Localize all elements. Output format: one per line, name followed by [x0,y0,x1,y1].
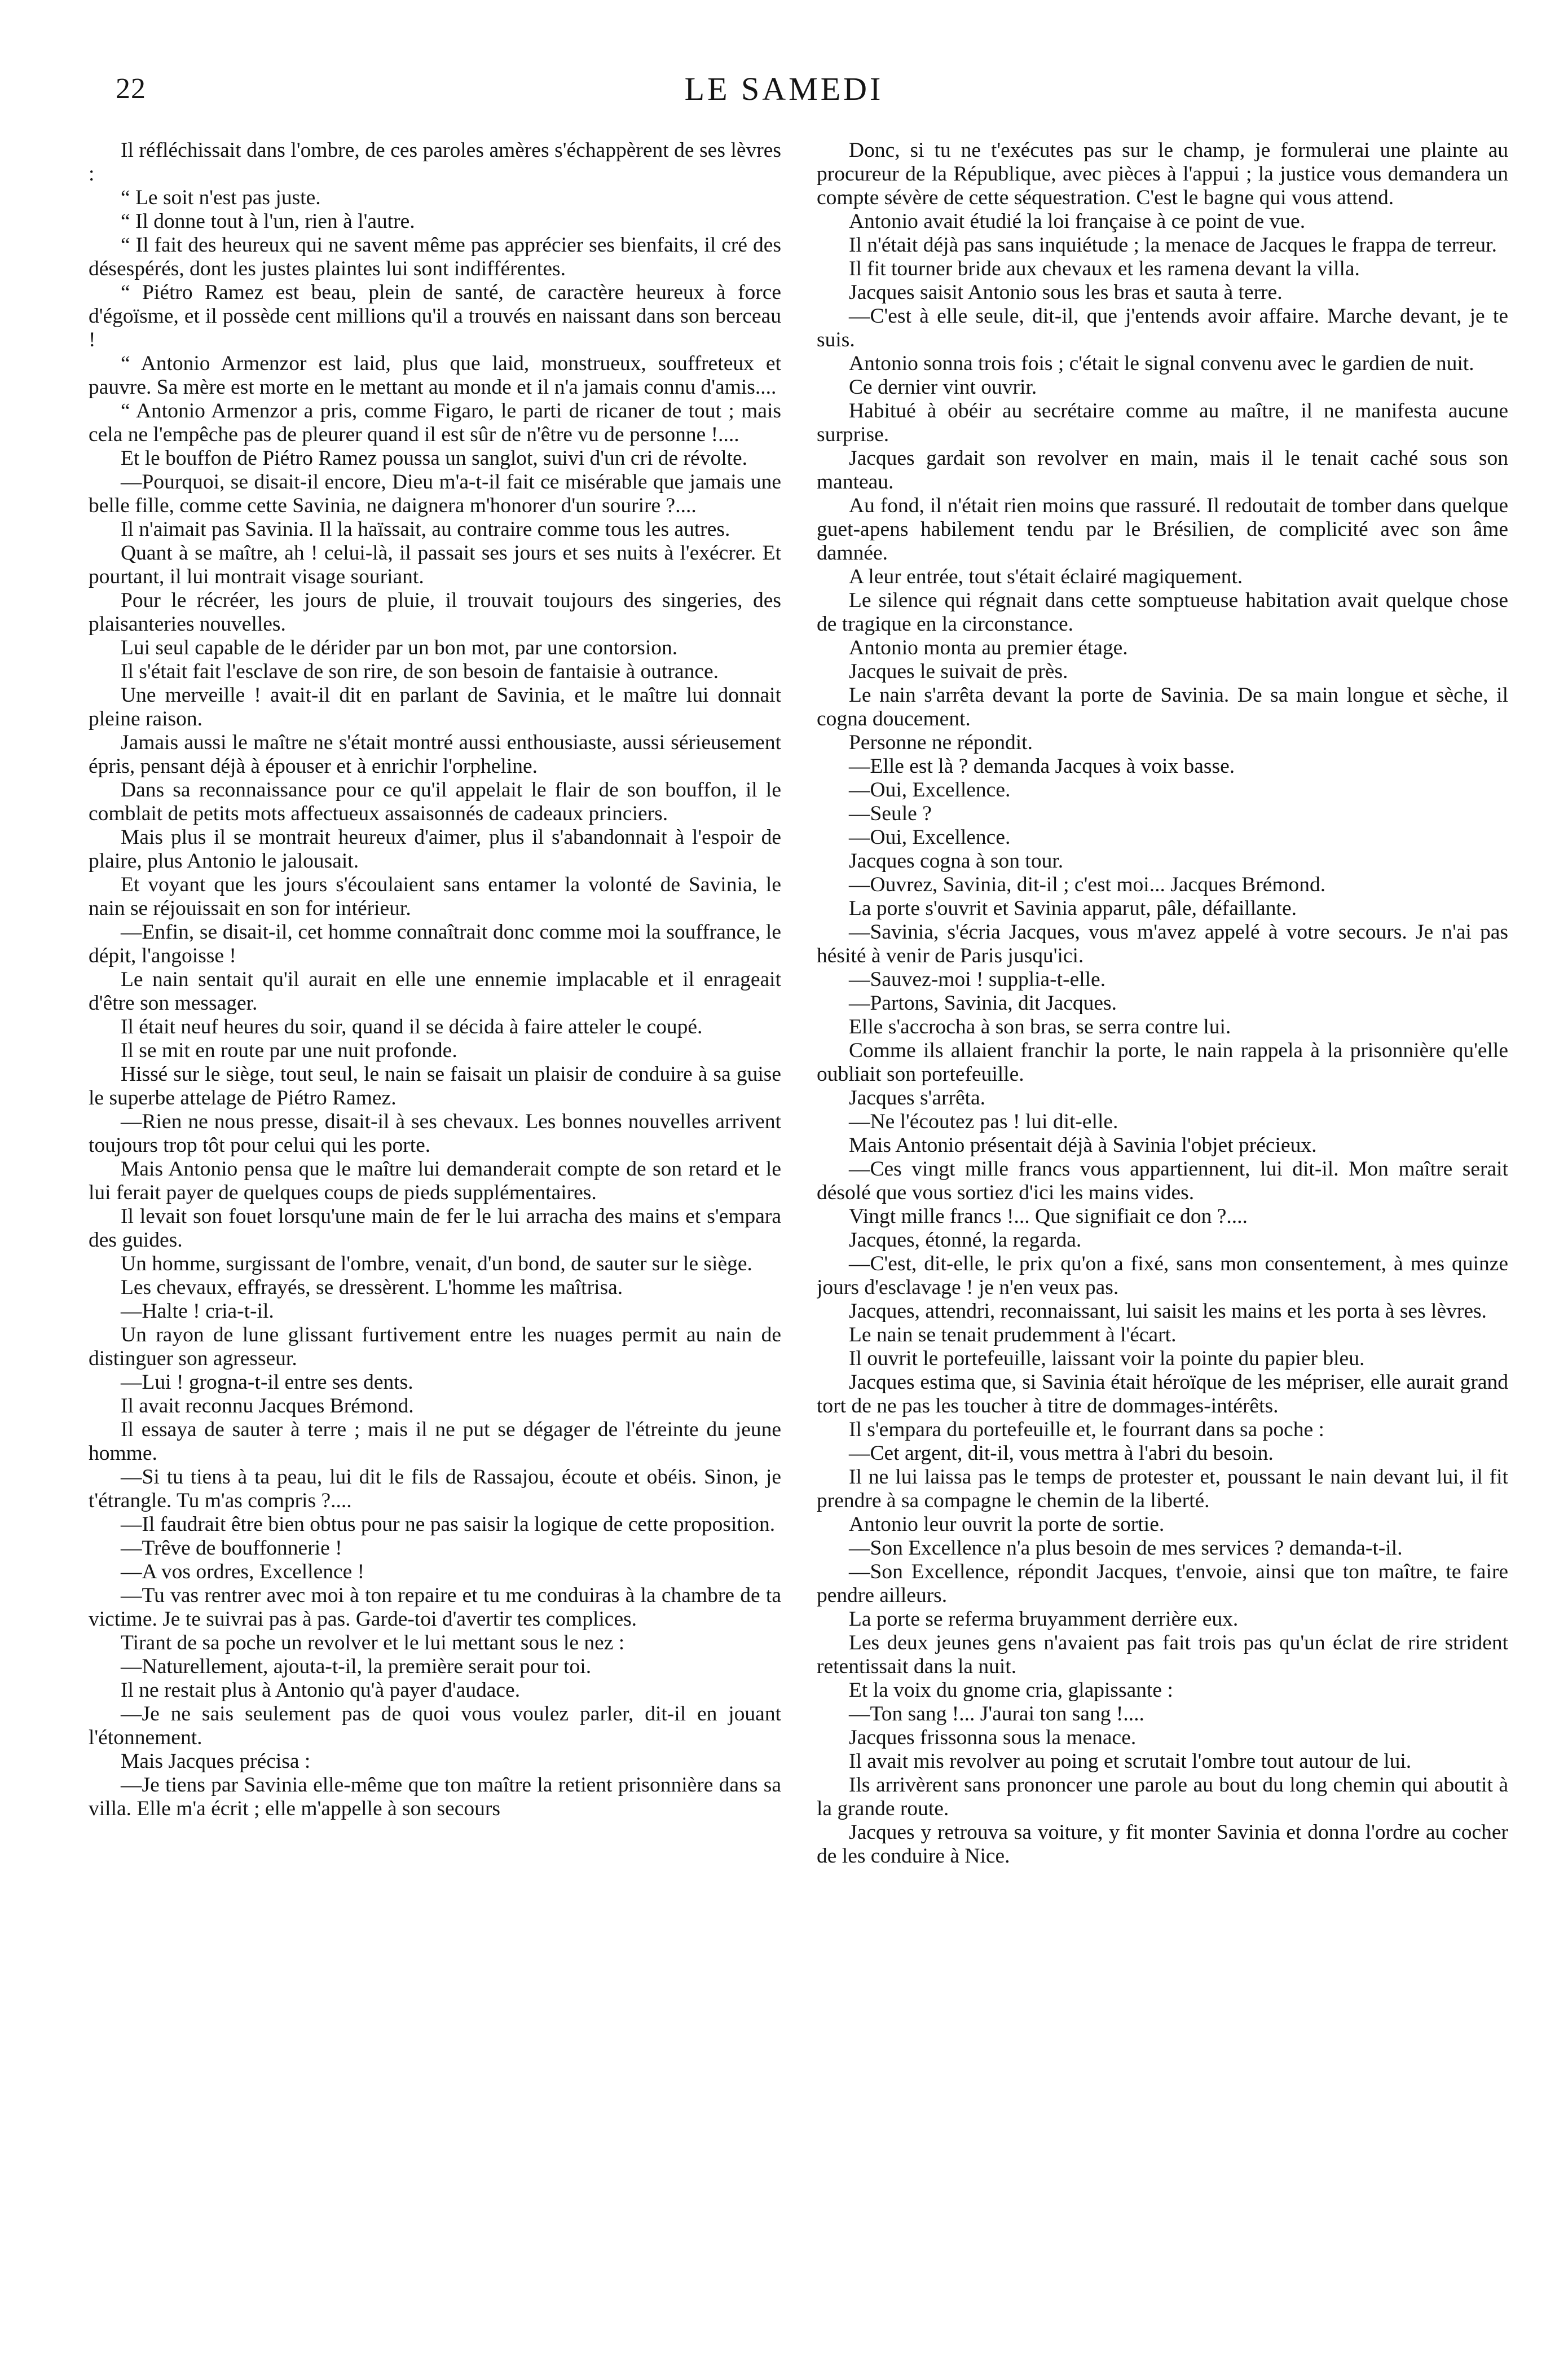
paragraph: Il ne lui laissa pas le temps de protester et, poussant le nain devant lui, il fit prendre à sa compagne le chemin de la liberté. [817,1465,1508,1512]
paragraph: Et voyant que les jours s'écoulaient sans entamer la volonté de Savinia, le nain se réjouissait en son for intérieur. [89,873,781,920]
paragraph: Jacques, étonné, la regarda. [849,1229,1082,1252]
paragraph: Donc, si tu ne t'exécutes pas sur le champ, je formulerai une plainte au procureur de la République, avec pièces à l'appui ; la justice vous demandera un compte sévère de cette séquestration. C'est le bagne qui vous attend. [817,139,1508,209]
paragraph: Mais plus il se montrait heureux d'aimer, plus il s'abandonnait à l'espoir de plaire, plus Antonio le jalousait. [89,826,781,873]
paragraph: Jamais aussi le maître ne s'était montré aussi enthousiaste, aussi sérieusement épris, pensant déjà à épouser et à enrichir l'orpheline. [89,731,781,778]
paragraph: “ Piétro Ramez est beau, plein de santé, de caractère heureux à force d'égoïsme, et il possède cent millions qu'il a trouvés en naissant dans son berceau ! [89,281,781,351]
paragraph: —Je tiens par Savinia elle-même que ton maître la retient prisonnière dans sa villa. Elle m'a écrit ; elle m'appelle à son secours [89,1773,781,1820]
paragraph: —Ne l'écoutez pas ! lui dit-elle. [849,1110,1118,1133]
paragraph: —Son Excellence, répondit Jacques, t'envoie, ainsi que ton maître, te faire pendre ailleurs. [817,1560,1508,1607]
paragraph: Jacques, attendri, reconnaissant, lui saisit les mains et les porta à ses lèvres. [849,1300,1487,1323]
paragraph: Lui seul capable de le dérider par un bon mot, par une contorsion. [121,636,678,659]
paragraph: Jacques y retrouva sa voiture, y fit monter Savinia et donna l'ordre au cocher de les conduire à Nice. [817,1821,1508,1868]
paragraph: Il s'empara du portefeuille et, le fourrant dans sa poche : [849,1418,1324,1441]
paragraph: —Partons, Savinia, dit Jacques. [849,992,1117,1015]
paragraph: Il ouvrit le portefeuille, laissant voir la pointe du papier bleu. [849,1347,1365,1370]
paragraph: Les deux jeunes gens n'avaient pas fait trois pas qu'un éclat de rire strident retentissait dans la nuit. [817,1631,1508,1678]
paragraph: Il essaya de sauter à terre ; mais il ne put se dégager de l'étreinte du jeune homme. [89,1418,781,1465]
paragraph: —Pourquoi, se disait-il encore, Dieu m'a-t-il fait ce misérable que jamais une belle fille, comme cette Savinia, ne daignera m'honorer d'un sourire ?.... [89,470,781,517]
paragraph: A leur entrée, tout s'était éclairé magiquement. [849,565,1243,588]
page-number: 22 [116,73,146,105]
paragraph: —C'est, dit-elle, le prix qu'on a fixé, sans mon consentement, à mes quinze jours d'esclavage ! je n'en veux pas. [817,1252,1508,1299]
paragraph: Antonio monta au premier étage. [849,636,1128,659]
paragraph: Il avait mis revolver au poing et scrutait l'ombre tout autour de lui. [849,1750,1412,1773]
paragraph: Il fit tourner bride aux chevaux et les ramena devant la villa. [849,257,1360,280]
paragraph: Il n'était déjà pas sans inquiétude ; la menace de Jacques le frappa de terreur. [849,234,1497,257]
paragraph: Il se mit en route par une nuit profonde. [121,1039,457,1062]
paragraph: —Halte ! cria-t-il. [121,1300,274,1323]
paragraph: —Elle est là ? demanda Jacques à voix basse. [849,755,1235,778]
running-head [0,0,1568,130]
paragraph: Vingt mille francs !... Que signifiait ce don ?.... [849,1205,1248,1228]
paragraph: Jacques cogna à son tour. [849,849,1064,873]
paragraph: —C'est à elle seule, dit-il, que j'entends avoir affaire. Marche devant, je te suis. [817,305,1508,351]
paragraph: —Trêve de bouffonnerie ! [121,1537,342,1560]
paragraph: —Savinia, s'écria Jacques, vous m'avez appelé à votre secours. Je n'ai pas hésité à venir de Paris jusqu'ici. [817,921,1508,967]
paragraph: Antonio leur ouvrit la porte de sortie. [849,1513,1165,1536]
paragraph: Il était neuf heures du soir, quand il se décida à faire atteler le coupé. [121,1015,703,1038]
paragraph: Antonio sonna trois fois ; c'était le signal convenu avec le gardien de nuit. [849,352,1474,375]
paragraph: —Il faudrait être bien obtus pour ne pas saisir la logique de cette proposition. [121,1513,776,1536]
paragraph: —Sauvez-moi ! supplia-t-elle. [849,968,1106,991]
paragraph: Et le bouffon de Piétro Ramez poussa un sanglot, suivi d'un cri de révolte. [121,447,748,470]
paragraph: “ Antonio Armenzor est laid, plus que laid, monstrueux, souffreteux et pauvre. Sa mère est morte en le mettant au monde et il n'a jamais connu d'amis.... [89,352,781,399]
right-text-column [817,139,1508,2361]
left-text-column [89,139,781,2361]
paragraph: Un rayon de lune glissant furtivement entre les nuages permit au nain de distinguer son agresseur. [89,1323,781,1370]
paragraph: —Ces vingt mille francs vous appartiennent, lui dit-il. Mon maître serait désolé que vous sortiez d'ici les mains vides. [817,1157,1508,1204]
paragraph: Il n'aimait pas Savinia. Il la haïssait, au contraire comme tous les autres. [121,518,730,541]
paragraph: Ils arrivèrent sans prononcer une parole au bout du long chemin qui aboutit à la grande route. [817,1773,1508,1820]
paragraph: Mais Antonio présentait déjà à Savinia l'objet précieux. [849,1134,1317,1157]
paragraph: Jacques s'arrêta. [849,1086,986,1110]
paragraph: Habitué à obéir au secrétaire comme au maître, il ne manifesta aucune surprise. [817,399,1508,446]
paragraph: —Cet argent, dit-il, vous mettra à l'abri du besoin. [849,1442,1274,1465]
paragraph: Mais Antonio pensa que le maître lui demanderait compte de son retard et le lui ferait payer de quelques coups de pieds supplémentaires. [89,1157,781,1204]
paragraph: La porte s'ouvrit et Savinia apparut, pâle, défaillante. [849,897,1297,920]
paragraph: —Je ne sais seulement pas de quoi vous voulez parler, dit-il en jouant l'étonnement. [89,1702,781,1749]
paragraph: —Ton sang !... J'aurai ton sang !.... [849,1702,1144,1725]
paragraph: Le nain s'arrêta devant la porte de Savinia. De sa main longue et sèche, il cogna doucement. [817,684,1508,730]
paragraph: Tirant de sa poche un revolver et le lui mettant sous le nez : [121,1631,625,1654]
paragraph: Hissé sur le siège, tout seul, le nain se faisait un plaisir de conduire à sa guise le superbe attelage de Piétro Ramez. [89,1063,781,1110]
paragraph: Ce dernier vint ouvrir. [849,376,1037,399]
paragraph: “ Le soit n'est pas juste. [121,186,321,209]
paragraph: Jacques gardait son revolver en main, mais il le tenait caché sous son manteau. [817,447,1508,494]
paragraph: Une merveille ! avait-il dit en parlant de Savinia, et le maître lui donnait pleine raison. [89,684,781,730]
paragraph: —Si tu tiens à ta peau, lui dit le fils de Rassajou, écoute et obéis. Sinon, je t'étrangle. Tu m'as compris ?.... [89,1465,781,1512]
paragraph: —Enfin, se disait-il, cet homme connaîtrait donc comme moi la souffrance, le dépit, l'angoisse ! [89,921,781,967]
paragraph: Et la voix du gnome cria, glapissante : [849,1679,1173,1702]
paragraph: Le nain sentait qu'il aurait en elle une ennemie implacable et il enrageait d'être son messager. [89,968,781,1015]
paragraph: Un homme, surgissant de l'ombre, venait, d'un bond, de sauter sur le siège. [121,1252,752,1275]
paragraph: “ Antonio Armenzor a pris, comme Figaro, le parti de ricaner de tout ; mais cela ne l'empêche pas de pleurer quand il est sûr de n'être vu de personne !.... [89,399,781,446]
paragraph: —Seule ? [849,802,932,825]
paragraph: Les chevaux, effrayés, se dressèrent. L'homme les maîtrisa. [121,1276,623,1299]
paragraph: Il s'était fait l'esclave de son rire, de son besoin de fantaisie à outrance. [121,660,719,683]
paragraph: Il levait son fouet lorsqu'une main de fer le lui arracha des mains et s'empara des guides. [89,1205,781,1252]
paragraph: —Tu vas rentrer avec moi à ton repaire et tu me conduiras à la chambre de ta victime. Je te suivrai pas à pas. Garde-toi d'avertir tes complices. [89,1584,781,1631]
paragraph: —Son Excellence n'a plus besoin de mes services ? demanda-t-il. [849,1537,1403,1560]
paragraph: Quant à se maître, ah ! celui-là, il passait ses jours et ses nuits à l'exécrer. Et pourtant, il lui montrait visage souriant. [89,542,781,588]
paragraph: Antonio avait étudié la loi française à ce point de vue. [849,210,1306,233]
paragraph: —Ouvrez, Savinia, dit-il ; c'est moi... Jacques Brémond. [849,873,1326,896]
paragraph: Jacques saisit Antonio sous les bras et sauta à terre. [849,281,1283,304]
paragraph: La porte se referma bruyamment derrière eux. [849,1608,1239,1631]
paragraph: —Oui, Excellence. [849,778,1011,802]
paragraph: Dans sa reconnaissance pour ce qu'il appelait le flair de son bouffon, il le comblait de petits mots affectueux assaisonnés de cadeaux princiers. [89,778,781,825]
paragraph: “ Il fait des heureux qui ne savent même pas apprécier ses bienfaits, il cré des désespérés, dont les justes plaintes lui sont indifférentes. [89,234,781,280]
paragraph: —Oui, Excellence. [849,826,1011,849]
paragraph: Au fond, il n'était rien moins que rassuré. Il redoutait de tomber dans quelque guet-apens habilement tendu par le Brésilien, de complicité avec son âme damnée. [817,494,1508,565]
paragraph: Le nain se tenait prudemment à l'écart. [849,1323,1177,1346]
paragraph: Jacques le suivait de près. [849,660,1068,683]
paragraph: —Naturellement, ajouta-t-il, la première serait pour toi. [121,1655,592,1678]
paragraph: Comme ils allaient franchir la porte, le nain rappela à la prisonnière qu'elle oubliait son portefeuille. [817,1039,1508,1086]
paragraph: —Rien ne nous presse, disait-il à ses chevaux. Les bonnes nouvelles arrivent toujours trop tôt pour celui qui les porte. [89,1110,781,1157]
paragraph: —A vos ordres, Excellence ! [121,1560,365,1583]
paragraph: Le silence qui régnait dans cette somptueuse habitation avait quelque chose de tragique en la circonstance. [817,589,1508,636]
paragraph: Jacques frissonna sous la menace. [849,1726,1137,1749]
paragraph: Il ne restait plus à Antonio qu'à payer d'audace. [121,1679,521,1702]
paragraph: Personne ne répondit. [849,731,1033,754]
paragraph: Pour le récréer, les jours de pluie, il trouvait toujours des singeries, des plaisanteries nouvelles. [89,589,781,636]
paragraph: Il avait reconnu Jacques Brémond. [121,1394,414,1418]
journal-title: LE SAMEDI [684,71,884,107]
paragraph: Jacques estima que, si Savinia était héroïque de les mépriser, elle aurait grand tort de ne pas les toucher à titre de dommages-intérêts. [817,1371,1508,1418]
paragraph: “ Il donne tout à l'un, rien à l'autre. [121,210,415,233]
paragraph: Il réfléchissait dans l'ombre, de ces paroles amères s'échappèrent de ses lèvres : [89,139,781,186]
paragraph: —Lui ! grogna-t-il entre ses dents. [121,1371,413,1394]
paragraph: Mais Jacques précisa : [121,1750,311,1773]
paragraph: Elle s'accrocha à son bras, se serra contre lui. [849,1015,1231,1038]
